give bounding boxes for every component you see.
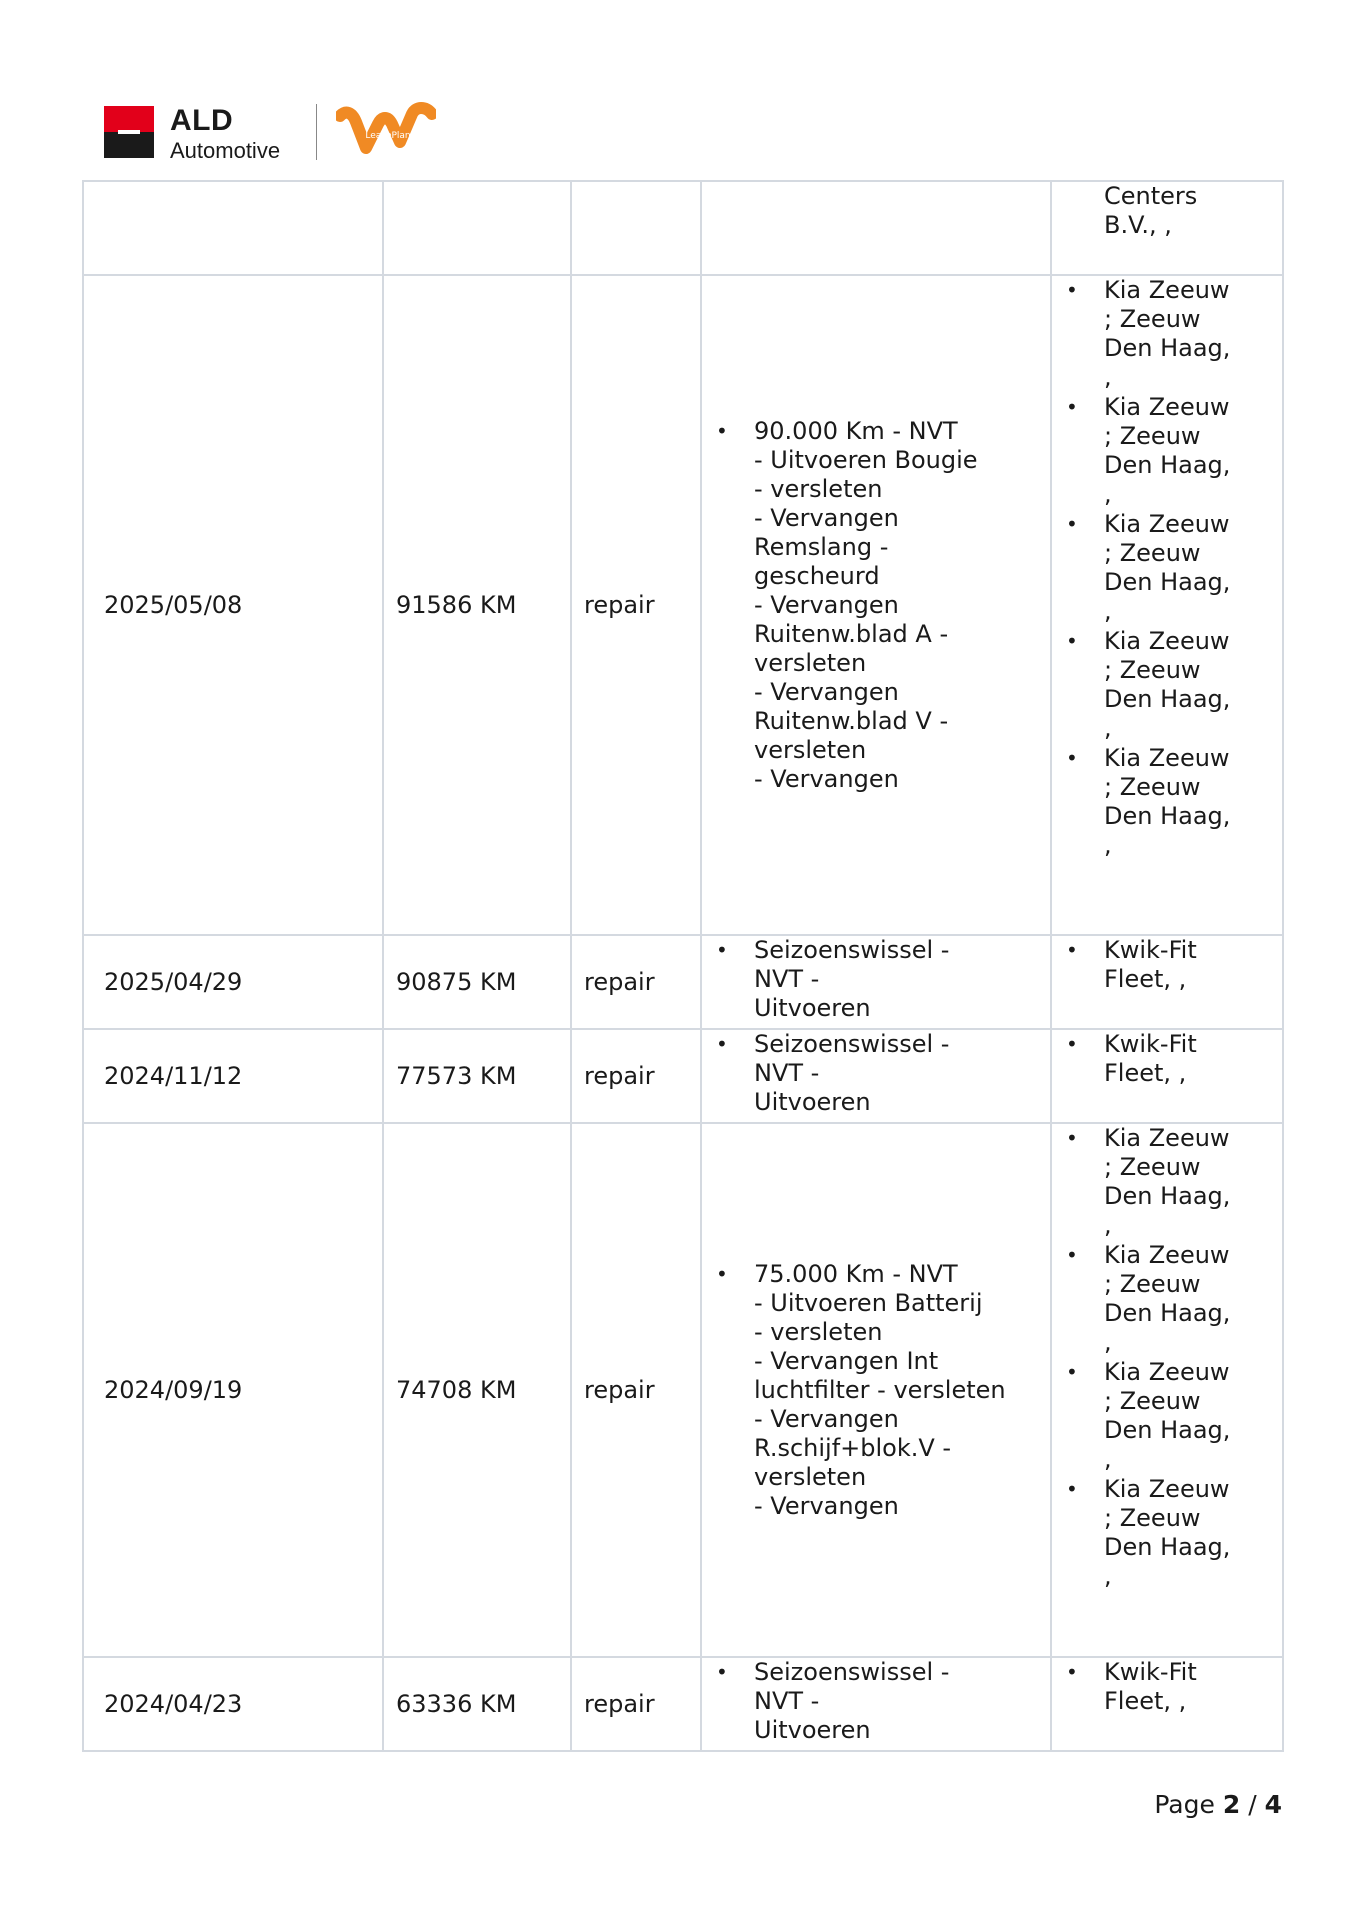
supplier-item: • Kwik-Fit Fleet, , bbox=[1064, 1030, 1270, 1088]
supplier-item: • Kwik-Fit Fleet, , bbox=[1064, 1658, 1270, 1716]
description-cell bbox=[701, 181, 1051, 275]
description-list bbox=[714, 1260, 1038, 1521]
type-cell bbox=[571, 181, 701, 275]
description-item: • 90.000 Km - NVT - Uitvoeren Bougie - versleten - Vervangen Remslang - gescheurd - Vervangen Ruitenw.blad A - versleten - Vervangen Ruitenw.blad V - versleten - Vervangen bbox=[714, 417, 1038, 794]
supplier-cell bbox=[1051, 181, 1283, 275]
table-row bbox=[83, 935, 1283, 1029]
table-row bbox=[83, 1657, 1283, 1751]
supplier-item: • Kwik-Fit Fleet, , bbox=[1064, 936, 1270, 994]
supplier-cell bbox=[1051, 1123, 1283, 1657]
description-cell bbox=[701, 935, 1051, 1029]
leaseplan-logo bbox=[336, 102, 436, 164]
supplier-item: • Kia Zeeuw ; Zeeuw Den Haag, , bbox=[1064, 1241, 1270, 1357]
ald-logo-name: ALD bbox=[170, 104, 234, 137]
supplier-cell bbox=[1051, 275, 1283, 935]
description-cell bbox=[701, 275, 1051, 935]
maintenance-history-table bbox=[82, 180, 1282, 1752]
supplier-item: • Kia Zeeuw ; Zeeuw Den Haag, , bbox=[1064, 627, 1270, 743]
type-cell: repair bbox=[571, 1029, 701, 1123]
date-cell: 2025/04/29 bbox=[83, 935, 383, 1029]
mileage-cell: 74708 KM bbox=[383, 1123, 571, 1657]
table-row bbox=[83, 181, 1283, 275]
date-cell bbox=[83, 181, 383, 275]
table-row bbox=[83, 1029, 1283, 1123]
type-cell: repair bbox=[571, 1123, 701, 1657]
description-item: • Seizoenswissel - NVT - Uitvoeren bbox=[714, 936, 1038, 1023]
description-item: • 75.000 Km - NVT - Uitvoeren Batterij - versleten - Vervangen Int luchtfilter - versleten - Vervangen R.schijf+blok.V - versleten - Vervangen bbox=[714, 1260, 1038, 1521]
page-current: 2 bbox=[1222, 1790, 1241, 1819]
supplier-list bbox=[1064, 1658, 1270, 1716]
supplier-item: • Kia Zeeuw ; Zeeuw Den Haag, , bbox=[1064, 1475, 1270, 1591]
description-cell bbox=[701, 1123, 1051, 1657]
date-cell: 2024/09/19 bbox=[83, 1123, 383, 1657]
type-cell: repair bbox=[571, 935, 701, 1029]
date-cell: 2024/04/23 bbox=[83, 1657, 383, 1751]
supplier-cell bbox=[1051, 1657, 1283, 1751]
page-prefix: Page bbox=[1154, 1790, 1215, 1819]
description-list bbox=[714, 417, 1038, 794]
ald-logo-mark bbox=[104, 106, 154, 158]
mileage-cell: 90875 KM bbox=[383, 935, 571, 1029]
mileage-cell: 77573 KM bbox=[383, 1029, 571, 1123]
page-indicator bbox=[1154, 1790, 1282, 1819]
supplier-list bbox=[1064, 936, 1270, 994]
page-separator: / bbox=[1248, 1790, 1257, 1819]
supplier-item: • Kia Zeeuw ; Zeeuw Den Haag, , bbox=[1064, 1358, 1270, 1474]
page-total: 4 bbox=[1264, 1790, 1282, 1819]
description-list bbox=[714, 936, 1038, 1023]
description-item: • Seizoenswissel - NVT - Uitvoeren bbox=[714, 1030, 1038, 1117]
supplier-item: • Kia Zeeuw ; Zeeuw Den Haag, , bbox=[1064, 744, 1270, 860]
supplier-item: • Kia Zeeuw ; Zeeuw Den Haag, , bbox=[1064, 1124, 1270, 1240]
description-cell bbox=[701, 1029, 1051, 1123]
type-cell: repair bbox=[571, 275, 701, 935]
supplier-text: Centers B.V., , bbox=[1104, 182, 1198, 239]
ald-logo-subtitle: Automotive bbox=[170, 138, 281, 163]
supplier-list bbox=[1064, 1030, 1270, 1088]
supplier-list bbox=[1064, 1124, 1270, 1591]
description-list bbox=[714, 1658, 1038, 1745]
supplier-item: • Kia Zeeuw ; Zeeuw Den Haag, , bbox=[1064, 393, 1270, 509]
table-row bbox=[83, 275, 1283, 935]
supplier-item: • Kia Zeeuw ; Zeeuw Den Haag, , bbox=[1064, 510, 1270, 626]
mileage-cell bbox=[383, 181, 571, 275]
supplier-list bbox=[1064, 276, 1270, 860]
logo-divider bbox=[316, 104, 317, 160]
mileage-cell: 63336 KM bbox=[383, 1657, 571, 1751]
date-cell: 2025/05/08 bbox=[83, 275, 383, 935]
document-header bbox=[104, 104, 504, 164]
supplier-cell bbox=[1051, 935, 1283, 1029]
type-cell: repair bbox=[571, 1657, 701, 1751]
svg-text:LeasePlan: LeasePlan bbox=[365, 131, 411, 141]
supplier-cell bbox=[1051, 1029, 1283, 1123]
table-row bbox=[83, 1123, 1283, 1657]
mileage-cell: 91586 KM bbox=[383, 275, 571, 935]
description-item: • Seizoenswissel - NVT - Uitvoeren bbox=[714, 1658, 1038, 1745]
description-cell bbox=[701, 1657, 1051, 1751]
supplier-item: • Kia Zeeuw ; Zeeuw Den Haag, , bbox=[1064, 276, 1270, 392]
date-cell: 2024/11/12 bbox=[83, 1029, 383, 1123]
description-list bbox=[714, 1030, 1038, 1117]
